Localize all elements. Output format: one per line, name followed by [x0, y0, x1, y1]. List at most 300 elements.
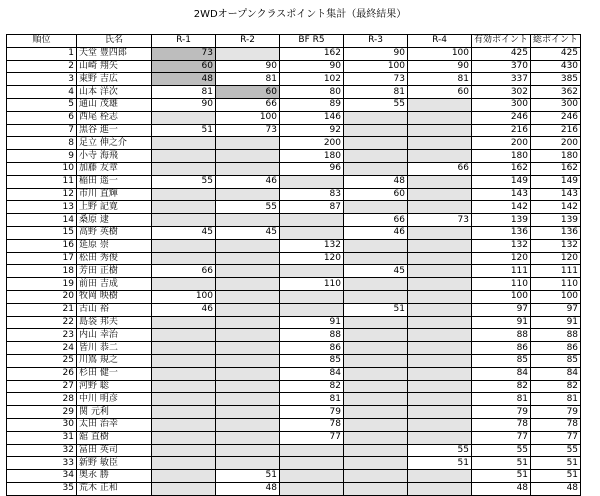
cell-total-points: 97 [531, 303, 581, 316]
cell-rank: 9 [7, 150, 77, 163]
cell-name: 山本 洋次 [77, 86, 152, 99]
cell-r1 [152, 393, 216, 406]
cell-name: 通山 茂雄 [77, 98, 152, 111]
cell-effective-points: 84 [472, 367, 531, 380]
cell-bf-r5 [280, 265, 344, 278]
cell-bf-r5: 80 [280, 86, 344, 99]
cell-rank: 4 [7, 86, 77, 99]
cell-bf-r5: 78 [280, 418, 344, 431]
cell-r1 [152, 329, 216, 342]
cell-effective-points: 300 [472, 98, 531, 111]
cell-r3 [344, 457, 408, 470]
cell-total-points: 216 [531, 124, 581, 137]
cell-r2: 51 [216, 470, 280, 483]
cell-r2: 90 [216, 60, 280, 73]
cell-rank: 24 [7, 342, 77, 355]
cell-bf-r5: 180 [280, 150, 344, 163]
cell-r2 [216, 316, 280, 329]
cell-bf-r5: 79 [280, 406, 344, 419]
cell-total-points: 142 [531, 201, 581, 214]
table-row [7, 367, 581, 380]
cell-r2: 46 [216, 175, 280, 188]
cell-total-points: 82 [531, 380, 581, 393]
cell-rank: 8 [7, 137, 77, 150]
cell-r3 [344, 111, 408, 124]
cell-name: 足立 伸之介 [77, 137, 152, 150]
cell-r2: 73 [216, 124, 280, 137]
table-row [7, 252, 581, 265]
cell-rank: 22 [7, 316, 77, 329]
cell-bf-r5: 132 [280, 239, 344, 252]
cell-effective-points: 91 [472, 316, 531, 329]
cell-rank: 14 [7, 214, 77, 227]
cell-effective-points: 142 [472, 201, 531, 214]
table-row [7, 60, 581, 73]
table-row [7, 431, 581, 444]
cell-total-points: 136 [531, 226, 581, 239]
cell-total-points: 430 [531, 60, 581, 73]
cell-bf-r5: 83 [280, 188, 344, 201]
cell-r1 [152, 470, 216, 483]
cell-rank: 26 [7, 367, 77, 380]
cell-rank: 31 [7, 431, 77, 444]
cell-total-points: 110 [531, 278, 581, 291]
cell-r3: 51 [344, 303, 408, 316]
cell-total-points: 100 [531, 290, 581, 303]
cell-r4: 51 [408, 457, 472, 470]
cell-r3 [344, 137, 408, 150]
cell-rank: 34 [7, 470, 77, 483]
table-row [7, 162, 581, 175]
cell-r4 [408, 431, 472, 444]
table-row [7, 470, 581, 483]
table-row [7, 354, 581, 367]
cell-name: 杉田 健一 [77, 367, 152, 380]
cell-r3 [344, 239, 408, 252]
cell-r1 [152, 252, 216, 265]
cell-total-points: 79 [531, 406, 581, 419]
cell-effective-points: 97 [472, 303, 531, 316]
cell-r2 [216, 290, 280, 303]
cell-r4 [408, 367, 472, 380]
cell-total-points: 246 [531, 111, 581, 124]
cell-rank: 6 [7, 111, 77, 124]
cell-r4 [408, 316, 472, 329]
cell-r3 [344, 316, 408, 329]
table-row [7, 457, 581, 470]
cell-r2 [216, 265, 280, 278]
table-row [7, 303, 581, 316]
cell-r2: 81 [216, 73, 280, 86]
cell-r3 [344, 444, 408, 457]
page-title: 2WDオープンクラスポイント集計（最終結果） [193, 9, 407, 20]
table-row [7, 316, 581, 329]
cell-rank: 16 [7, 239, 77, 252]
table-row [7, 290, 581, 303]
cell-rank: 12 [7, 188, 77, 201]
cell-r2: 45 [216, 226, 280, 239]
cell-r4 [408, 342, 472, 355]
cell-total-points: 48 [531, 482, 581, 495]
table-row [7, 393, 581, 406]
cell-r2 [216, 457, 280, 470]
cell-bf-r5 [280, 175, 344, 188]
cell-name: 桑原 逮 [77, 214, 152, 227]
cell-r2 [216, 393, 280, 406]
header-r3: R-3 [344, 35, 408, 48]
cell-bf-r5: 82 [280, 380, 344, 393]
points-table [6, 34, 581, 496]
cell-r3 [344, 482, 408, 495]
cell-effective-points: 180 [472, 150, 531, 163]
cell-effective-points: 120 [472, 252, 531, 265]
cell-rank: 2 [7, 60, 77, 73]
cell-bf-r5 [280, 457, 344, 470]
cell-bf-r5 [280, 303, 344, 316]
cell-r1 [152, 354, 216, 367]
cell-r1 [152, 239, 216, 252]
cell-name: 上野 記寛 [77, 201, 152, 214]
cell-bf-r5 [280, 470, 344, 483]
table-row [7, 329, 581, 342]
cell-r1: 90 [152, 98, 216, 111]
table-row [7, 150, 581, 163]
cell-bf-r5: 85 [280, 354, 344, 367]
header-name: 氏名 [77, 35, 152, 48]
cell-r3: 46 [344, 226, 408, 239]
table-row [7, 188, 581, 201]
cell-r3: 55 [344, 98, 408, 111]
cell-r2 [216, 329, 280, 342]
table-row [7, 214, 581, 227]
cell-r4 [408, 201, 472, 214]
cell-bf-r5: 110 [280, 278, 344, 291]
cell-r2 [216, 418, 280, 431]
cell-r3 [344, 406, 408, 419]
cell-r2 [216, 444, 280, 457]
cell-rank: 11 [7, 175, 77, 188]
cell-r4 [408, 265, 472, 278]
cell-r3: 66 [344, 214, 408, 227]
cell-r1 [152, 444, 216, 457]
cell-bf-r5: 81 [280, 393, 344, 406]
cell-bf-r5: 96 [280, 162, 344, 175]
cell-name: 内山 幸治 [77, 329, 152, 342]
cell-r2 [216, 150, 280, 163]
header-effective-points: 有効ポイント [472, 35, 531, 48]
cell-effective-points: 246 [472, 111, 531, 124]
cell-r4 [408, 188, 472, 201]
cell-name: 前田 吉成 [77, 278, 152, 291]
cell-total-points: 85 [531, 354, 581, 367]
cell-r4 [408, 329, 472, 342]
cell-name: 冨田 英司 [77, 444, 152, 457]
cell-total-points: 149 [531, 175, 581, 188]
cell-total-points: 91 [531, 316, 581, 329]
cell-effective-points: 86 [472, 342, 531, 355]
cell-bf-r5 [280, 482, 344, 495]
cell-bf-r5 [280, 214, 344, 227]
cell-bf-r5: 102 [280, 73, 344, 86]
cell-r4: 55 [408, 444, 472, 457]
cell-r3 [344, 393, 408, 406]
cell-bf-r5 [280, 226, 344, 239]
cell-effective-points: 200 [472, 137, 531, 150]
cell-bf-r5: 87 [280, 201, 344, 214]
cell-r4 [408, 354, 472, 367]
cell-total-points: 51 [531, 457, 581, 470]
cell-r3 [344, 201, 408, 214]
cell-rank: 5 [7, 98, 77, 111]
cell-name: 牧岡 映樹 [77, 290, 152, 303]
table-header-row [7, 35, 581, 48]
cell-rank: 10 [7, 162, 77, 175]
cell-effective-points: 77 [472, 431, 531, 444]
header-bf-r5: BF R5 [280, 35, 344, 48]
table-row [7, 444, 581, 457]
cell-rank: 25 [7, 354, 77, 367]
cell-effective-points: 110 [472, 278, 531, 291]
table-row [7, 418, 581, 431]
cell-effective-points: 78 [472, 418, 531, 431]
cell-r4 [408, 303, 472, 316]
cell-total-points: 425 [531, 47, 581, 60]
cell-effective-points: 132 [472, 239, 531, 252]
cell-effective-points: 82 [472, 380, 531, 393]
cell-name: 延原 崇 [77, 239, 152, 252]
cell-total-points: 81 [531, 393, 581, 406]
cell-total-points: 180 [531, 150, 581, 163]
cell-name: 黒谷 進一 [77, 124, 152, 137]
cell-total-points: 132 [531, 239, 581, 252]
cell-rank: 13 [7, 201, 77, 214]
cell-bf-r5 [280, 444, 344, 457]
cell-r2 [216, 342, 280, 355]
cell-total-points: 86 [531, 342, 581, 355]
cell-total-points: 84 [531, 367, 581, 380]
cell-name: 皆川 恭二 [77, 342, 152, 355]
cell-total-points: 300 [531, 98, 581, 111]
cell-rank: 30 [7, 418, 77, 431]
cell-r3 [344, 290, 408, 303]
cell-r1: 55 [152, 175, 216, 188]
cell-effective-points: 79 [472, 406, 531, 419]
cell-name: 松田 秀俊 [77, 252, 152, 265]
cell-rank: 23 [7, 329, 77, 342]
table-row [7, 124, 581, 137]
cell-name: 中川 明彦 [77, 393, 152, 406]
cell-r4 [408, 226, 472, 239]
cell-effective-points: 51 [472, 457, 531, 470]
cell-r3 [344, 431, 408, 444]
cell-rank: 33 [7, 457, 77, 470]
cell-rank: 17 [7, 252, 77, 265]
cell-total-points: 88 [531, 329, 581, 342]
cell-r1 [152, 431, 216, 444]
cell-r3 [344, 380, 408, 393]
cell-effective-points: 162 [472, 162, 531, 175]
cell-total-points: 162 [531, 162, 581, 175]
cell-r4: 100 [408, 47, 472, 60]
cell-rank: 35 [7, 482, 77, 495]
cell-name: 太田 治幸 [77, 418, 152, 431]
cell-r4: 90 [408, 60, 472, 73]
cell-rank: 20 [7, 290, 77, 303]
table-row [7, 73, 581, 86]
cell-r2 [216, 367, 280, 380]
cell-r3: 60 [344, 188, 408, 201]
table-row [7, 111, 581, 124]
cell-r2 [216, 303, 280, 316]
header-rank: 順位 [7, 35, 77, 48]
cell-name: 芳田 正樹 [77, 265, 152, 278]
cell-r1 [152, 150, 216, 163]
cell-r1: 51 [152, 124, 216, 137]
cell-bf-r5: 77 [280, 431, 344, 444]
cell-effective-points: 51 [472, 470, 531, 483]
cell-name: 新野 敏臣 [77, 457, 152, 470]
cell-total-points: 200 [531, 137, 581, 150]
table-row [7, 86, 581, 99]
table-row [7, 380, 581, 393]
cell-r2 [216, 354, 280, 367]
cell-rank: 1 [7, 47, 77, 60]
cell-r3 [344, 418, 408, 431]
cell-effective-points: 55 [472, 444, 531, 457]
cell-r4 [408, 137, 472, 150]
cell-r2: 48 [216, 482, 280, 495]
cell-rank: 27 [7, 380, 77, 393]
cell-total-points: 77 [531, 431, 581, 444]
cell-r3 [344, 150, 408, 163]
cell-effective-points: 143 [472, 188, 531, 201]
table-row [7, 201, 581, 214]
table-row [7, 278, 581, 291]
cell-name: 奥永 勝 [77, 470, 152, 483]
cell-r2 [216, 380, 280, 393]
cell-name: 荒木 正和 [77, 482, 152, 495]
cell-effective-points: 139 [472, 214, 531, 227]
cell-effective-points: 85 [472, 354, 531, 367]
cell-bf-r5: 146 [280, 111, 344, 124]
cell-r2 [216, 239, 280, 252]
cell-name: 小寺 海飛 [77, 150, 152, 163]
cell-r3: 90 [344, 47, 408, 60]
cell-r2 [216, 162, 280, 175]
cell-r4 [408, 470, 472, 483]
cell-name: 舘 直樹 [77, 431, 152, 444]
cell-r2: 66 [216, 98, 280, 111]
cell-r3 [344, 162, 408, 175]
cell-total-points: 120 [531, 252, 581, 265]
cell-name: 稲田 遥一 [77, 175, 152, 188]
cell-r3: 48 [344, 175, 408, 188]
cell-r4 [408, 98, 472, 111]
cell-r3 [344, 354, 408, 367]
cell-r3 [344, 342, 408, 355]
cell-r1: 48 [152, 73, 216, 86]
cell-name: 天堂 豊四郎 [77, 47, 152, 60]
cell-bf-r5: 90 [280, 60, 344, 73]
cell-effective-points: 136 [472, 226, 531, 239]
cell-r2 [216, 252, 280, 265]
cell-effective-points: 337 [472, 73, 531, 86]
cell-effective-points: 425 [472, 47, 531, 60]
cell-r1 [152, 406, 216, 419]
cell-r1: 81 [152, 86, 216, 99]
cell-r2 [216, 406, 280, 419]
cell-effective-points: 81 [472, 393, 531, 406]
cell-r4 [408, 482, 472, 495]
cell-r2 [216, 431, 280, 444]
cell-r1: 73 [152, 47, 216, 60]
cell-name: 河野 聡 [77, 380, 152, 393]
cell-effective-points: 88 [472, 329, 531, 342]
cell-name: 島袋 邦夫 [77, 316, 152, 329]
cell-bf-r5: 88 [280, 329, 344, 342]
cell-r1 [152, 111, 216, 124]
cell-total-points: 55 [531, 444, 581, 457]
cell-r3: 45 [344, 265, 408, 278]
cell-r3: 81 [344, 86, 408, 99]
table-row [7, 482, 581, 495]
cell-r1: 46 [152, 303, 216, 316]
cell-effective-points: 149 [472, 175, 531, 188]
cell-r1 [152, 137, 216, 150]
cell-r2 [216, 137, 280, 150]
cell-r3 [344, 329, 408, 342]
cell-bf-r5: 91 [280, 316, 344, 329]
cell-r4 [408, 239, 472, 252]
table-row [7, 265, 581, 278]
cell-r3: 73 [344, 73, 408, 86]
cell-bf-r5: 162 [280, 47, 344, 60]
cell-r3: 100 [344, 60, 408, 73]
cell-r1 [152, 367, 216, 380]
cell-r2: 60 [216, 86, 280, 99]
cell-effective-points: 302 [472, 86, 531, 99]
cell-name: 関 元利 [77, 406, 152, 419]
cell-r1 [152, 214, 216, 227]
cell-r2: 55 [216, 201, 280, 214]
cell-r1 [152, 201, 216, 214]
cell-effective-points: 370 [472, 60, 531, 73]
table-row [7, 239, 581, 252]
cell-rank: 28 [7, 393, 77, 406]
cell-r1 [152, 278, 216, 291]
cell-total-points: 362 [531, 86, 581, 99]
cell-r1 [152, 457, 216, 470]
cell-r1: 45 [152, 226, 216, 239]
cell-bf-r5: 86 [280, 342, 344, 355]
cell-bf-r5: 200 [280, 137, 344, 150]
cell-name: 市川 直輝 [77, 188, 152, 201]
cell-rank: 21 [7, 303, 77, 316]
cell-r1: 100 [152, 290, 216, 303]
cell-rank: 18 [7, 265, 77, 278]
cell-r4 [408, 418, 472, 431]
cell-r3 [344, 367, 408, 380]
cell-r3 [344, 278, 408, 291]
cell-r4: 81 [408, 73, 472, 86]
cell-r1 [152, 342, 216, 355]
table-row [7, 137, 581, 150]
cell-total-points: 385 [531, 73, 581, 86]
table-row [7, 175, 581, 188]
cell-effective-points: 216 [472, 124, 531, 137]
cell-name: 西尾 栓志 [77, 111, 152, 124]
cell-bf-r5: 89 [280, 98, 344, 111]
